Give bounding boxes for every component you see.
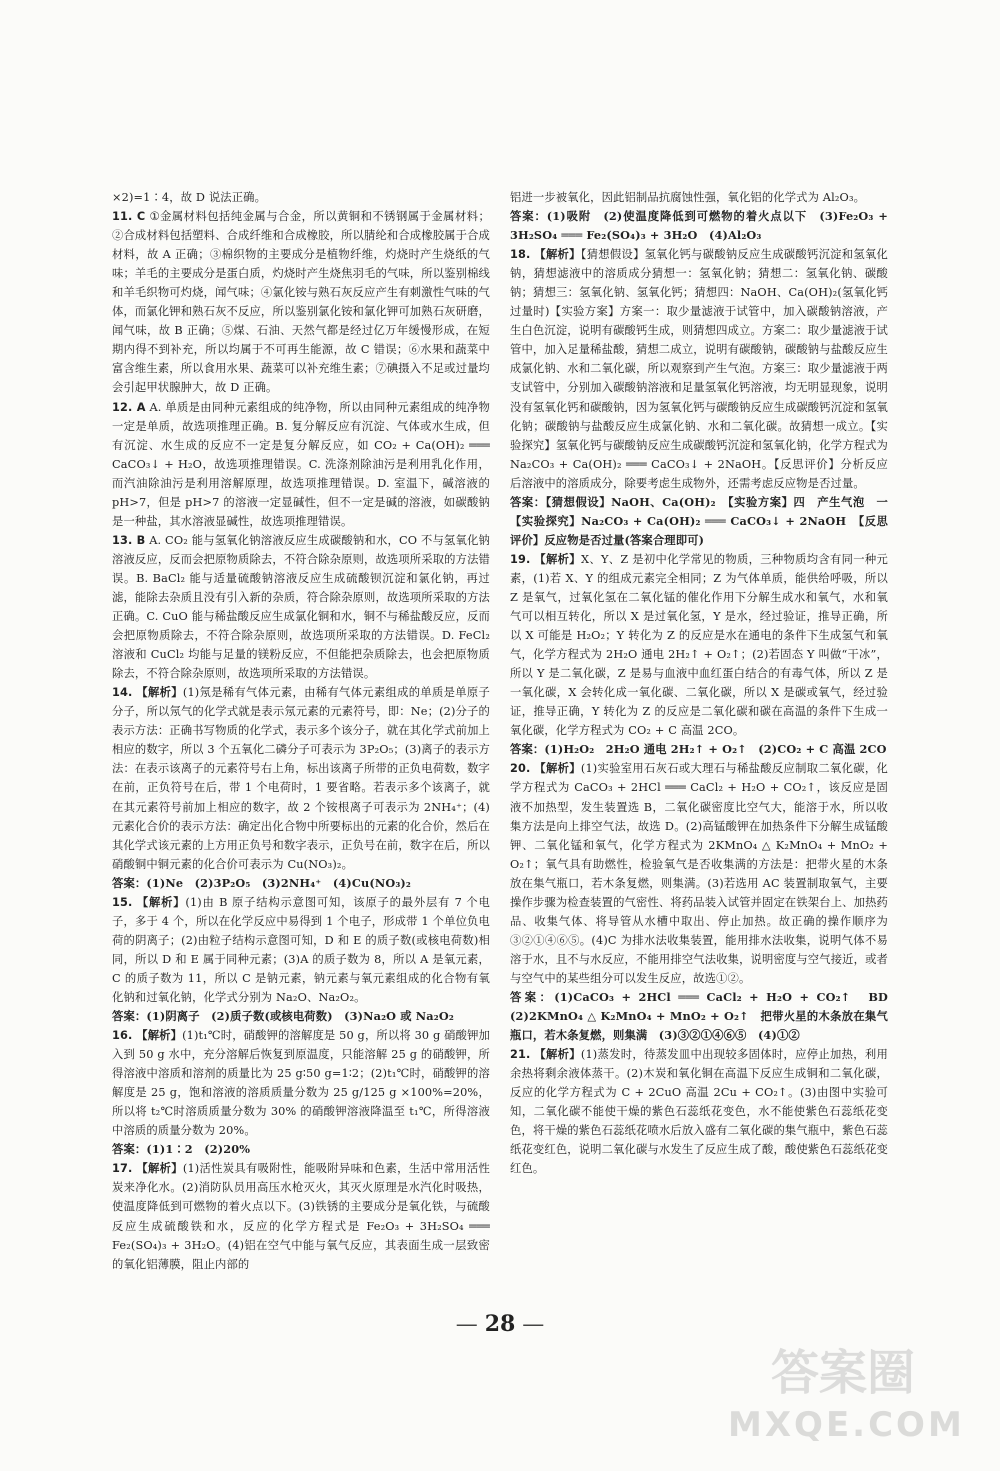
page-number-dash-left: —	[455, 1312, 485, 1337]
left-column	[112, 188, 490, 1274]
watermark-url: MXQE.COM	[728, 1405, 965, 1445]
explanation-text: ×2)=1∶4，故 D 说法正确。	[112, 191, 267, 204]
question-number: 19.	[510, 552, 531, 566]
watermark-title: 答案圈	[770, 1345, 915, 1401]
analysis-tag: 【解析】	[534, 1047, 581, 1062]
analysis-tag: 【解析】	[534, 551, 581, 566]
analysis-tag: 【解析】	[136, 685, 183, 700]
question-item	[112, 683, 490, 873]
explanation-text: (1)实验室用石灰石或大理石与稀盐酸反应制取二氧化碳，化学方程式为 CaCO₃ + 2HCl ═══ CaCl₂ + H₂O + CO₂↑，该反应是固液不加热型，发生装置选 B，二氧化碳密度比空气大，能溶于水，所以收集方法是向上排空气法，故选 D。(2)高锰酸钾在加热条件下分解生成锰酸钾、二氧化锰和氧气，化学方程式为 2KMnO₄ △ K₂MnO₄ + MnO₂ + O₂↑；氧气具有助燃性，检验氧气是否收集满的方法是：把带火星的木条放在集气瓶口，若木条复燃，则集满。(3)若选用 AC 装置制取氧气，主要操作步骤为检查装置的气密性、将药品装入试管并固定在铁架台上、加热药品、收集气体、将导管从水槽中取出、停止加热。故正确的操作顺序为③②①④⑥⑤。(4)C 为排水法收集装置，能用排水法收集，说明气体不易溶于水，且不与水反应，不能用排空气法收集，说明密度与空气接近，或者与空气中的某些组分可以发生反应，故选①②。	[510, 762, 888, 985]
analysis-tag: 【解析】	[136, 1028, 183, 1043]
answer-line	[510, 493, 900, 550]
question-number: 11. C	[112, 210, 146, 224]
page-number-dash-right: —	[515, 1312, 545, 1337]
answer-text: 答案：(1)CaCO₃ + 2HCl ═══ CaCl₂ + H₂O + CO₂↑ BD (2)2KMnO₄ △ K₂MnO₄ + MnO₂ + O₂↑ 把带火星的木条放在集气瓶口，若木条复燃，则集满 (3)③②①④⑥⑤ (4)①②	[510, 989, 900, 1043]
answer-line	[510, 207, 888, 245]
analysis-tag: 【解析】	[136, 1161, 183, 1176]
answer-line	[112, 1007, 490, 1026]
question-number: 15.	[112, 895, 133, 909]
answer-text: 答案：(1)吸附 (2)使温度降低到可燃物的着火点以下 (3)Fe₂O₃ + 3H₂SO₄ ═══ Fe₂(SO₄)₃ + 3H₂O (4)Al₂O₃	[510, 209, 888, 243]
question-number: 13. B	[112, 533, 146, 547]
analysis-tag: 【解析】	[136, 894, 186, 909]
explanation-text: (1)活性炭具有吸附性，能吸附异味和色素，生活中常用活性炭来净化水。(2)消防队员用高压水枪灭火，其灭火原理是水汽化时吸热，使温度降低到可燃物的着火点以下。(3)铁锈的主要成分是氧化铁，与硫酸反应生成硫酸铁和水，反应的化学方程式是 Fe₂O₃ + 3H₂SO₄ ═══ Fe₂(SO₄)₃ + 3H₂O。(4)铝在空气中能与氧气反应，其表面生成一层致密的氧化铝薄膜，阻止内部的	[112, 1162, 490, 1271]
explanation-text: (1)氖是稀有气体元素，由稀有气体元素组成的单质是单原子分子，所以氖气的化学式就是表示氖元素的元素符号，即：Ne；(2)分子的表示方法：正确书写物质的化学式，表示多个该分子，就在其化学式前加上相应的数字，所以 3 个五氧化二磷分子可表示为 3P₂O₅；(3)离子的表示方法：在表示该离子的元素符号右上角，标出该离子所带的正负电荷数，数字在前，正负符号在后，带 1 个电荷时，1 要省略。若表示多个该离子，就在其元素符号前加上相应的数字，故 2 个铵根离子可表示为 2NH₄⁺；(4)元素化合价的表示方法：确定出化合物中所要标出的元素的化合价，然后在其化学式该元素的上方用正负号和数字表示，正负号在前，数字在后，所以硝酸铜中铜元素的化合价可表示为 Cu(NO₃)₂。	[112, 686, 490, 871]
question-item	[112, 207, 490, 397]
question-item	[112, 893, 490, 1007]
explanation-text: X、Y、Z 是初中化学常见的物质，三种物质均含有同一种元素，(1)若 X、Y 的组成元素完全相同；Z 为气体单质，能供给呼吸，所以 Z 是氧气，过氧化氢在二氧化锰的催化作用下分解生成水和氧气，水和氧气可以相互转化，所以 X 是过氧化氢，Y 是水，经过验证，推导正确，所以 X 可能是 H₂O₂；Y 转化为 Z 的反应是水在通电的条件下生成氢气和氧气，化学方程式为 2H₂O 通电 2H₂↑ + O₂↑；(2)若固态 Y 叫做“干冰”，所以 Y 是二氧化碳，Z 是易与血液中血红蛋白结合的有毒气体，所以 Z 是一氧化碳，X 会转化成一氧化碳、二氧化碳，所以 X 是碳或氧气，经过验证，推导正确，Y 转化为 Z 的反应是二氧化碳和碳在高温的条件下生成一氧化碳，化学方程式为 CO₂ + C 高温 2CO。	[510, 552, 888, 738]
watermark-logo	[728, 1334, 965, 1449]
question-item	[510, 759, 888, 988]
explanation-text: A. 单质是由同种元素组成的纯净物，所以由同种元素组成的纯净物一定是单质，故选项推理正确。B. 复分解反应有沉淀、气体或水生成，但有沉淀、水生成的反应不一定是复分解反应，如 CO₂ + Ca(OH)₂ ═══ CaCO₃↓ + H₂O，故选项推理错误。C. 洗涤剂除油污是利用乳化作用，而汽油除油污是利用溶解原理，故选项推理错误。D. 室温下，碱溶液的 pH>7，但是 pH>7 的溶液一定显碱性，但不一定是碱的溶液，如碳酸钠是一种盐，其水溶液显碱性，故选项推理错误。	[112, 400, 490, 528]
answer-text: 答案：(1)阴离子 (2)质子数(或核电荷数) (3)Na₂O 或 Na₂O₂	[112, 1009, 454, 1024]
answer-line	[112, 874, 490, 893]
analysis-tag: 【解析】	[534, 761, 581, 776]
right-column	[510, 188, 900, 1178]
explanation-text: 【猜想假设】氢氧化钙与碳酸钠反应生成碳酸钙沉淀和氢氧化钠，猜想滤液中的溶质成分猜想一：氢氧化钠；猜想二：氢氧化钠、碳酸钠；猜想三：氢氧化钠、氢氧化钙；猜想四：NaOH、Ca(OH)₂(氢氧化钙过量时)【实验方案】方案一：取少量滤液于试管中，加入碳酸钠溶液，产生白色沉淀，说明有碳酸钙生成，则猜想四成立。方案二：取少量滤液于试管中，加入足量稀盐酸，猜想二成立，说明有碳酸钠，碳酸钠与盐酸反应生成氯化钠、水和二氧化碳，所以观察到产生气泡。方案三：取少量滤液于两支试管中，分别加入碳酸钠溶液和足量氢氧化钙溶液，均无明显现象，说明没有氢氧化钙和碳酸钠，因为氢氧化钙与碳酸钠反应生成碳酸钙沉淀和氢氧化钠；碳酸钠与盐酸反应生成氯化钠、水和二氧化碳。故猜想一成立。【实验探究】氢氧化钙与碳酸钠反应生成碳酸钙沉淀和氢氧化钠，化学方程式为 Na₂CO₃ + Ca(OH)₂ ═══ CaCO₃↓ + 2NaOH。【反思评价】分析反应后溶液中的溶质成分，除要考虑生成物外，还需考虑反应物是否过量。	[510, 248, 888, 490]
answer-text: 答案：(1)Ne (2)3P₂O₅ (3)2NH₄⁺ (4)Cu(NO₃)₂	[112, 875, 412, 890]
explanation-text: (1)蒸发时，待蒸发皿中出现较多固体时，应停止加热，利用余热将剩余液体蒸干。(2)木炭和氧化铜在高温下反应生成铜和二氧化碳，反应的化学方程式为 C + 2CuO 高温 2Cu + CO₂↑。(3)由图中实验可知，二氧化碳不能使干燥的紫色石蕊纸花变色，水不能使紫色石蕊纸花变色，将干燥的紫色石蕊纸花喷水后放入盛有二氧化碳的集气瓶中，紫色石蕊纸花变红色，说明二氧化碳与水发生了反应生成了酸，酸使紫色石蕊纸花变红色。	[510, 1048, 888, 1176]
page-number-value: 28	[484, 1311, 516, 1337]
question-item	[112, 1159, 490, 1273]
question-number: 14.	[112, 686, 133, 700]
question-item	[510, 245, 888, 493]
question-item	[112, 1026, 490, 1140]
answer-line	[510, 740, 888, 759]
continuation-text	[510, 188, 888, 207]
question-number: 16.	[112, 1029, 133, 1043]
question-item	[112, 398, 490, 531]
explanation-text: A. CO₂ 能与氢氧化钠溶液反应生成碳酸钠和水，CO 不与氢氧化钠溶液反应，反而会把原物质除去，不符合除杂原则，故选项所采取的方法错误。B. BaCl₂ 能与适量硫酸钠溶液反应生成硫酸钡沉淀和氯化钠，再过滤，能除去杂质且没有引入新的杂质，符合除杂原则，故选项所采取的方法正确。C. CuO 能与稀盐酸反应生成氯化铜和水，铜不与稀盐酸反应，反而会把原物质除去，不符合除杂原则，故选项所采取的方法错误。D. FeCl₂ 溶液和 CuCl₂ 均能与足量的镁粉反应，不但能把杂质除去，也会把原物质除去，不符合除杂原则，故选项所采取的方法错误。	[112, 533, 490, 681]
analysis-tag: 【解析】	[534, 247, 581, 262]
answer-line	[112, 1140, 490, 1159]
question-number: 12. A	[112, 400, 146, 414]
continuation-text	[112, 188, 490, 207]
question-number: 18.	[510, 248, 531, 262]
question-number: 20.	[510, 762, 531, 776]
question-item	[510, 1045, 888, 1178]
answer-text: 答案：【猜想假设】NaOH、Ca(OH)₂ 【实验方案】四 产生气泡 一 【实验探究】Na₂CO₃ + Ca(OH)₂ ═══ CaCO₃↓ + 2NaOH 【反思评价】反应物是否过量(答案合理即可)	[510, 494, 900, 547]
answer-text: 答案：(1)H₂O₂ 2H₂O 通电 2H₂↑ + O₂↑ (2)CO₂ + C 高温 2CO	[510, 742, 887, 757]
explanation-text: (1)t₁℃时，硝酸钾的溶解度是 50 g，所以将 30 g 硝酸钾加入到 50 g 水中，充分溶解后恢复到原温度，只能溶解 25 g 的硝酸钾，所得溶液中溶质和溶剂的质量比为 25 g∶50 g=1∶2；(2)t₁℃时，硝酸钾的溶解度是 25 g，饱和溶液的溶质质量分数为 25 g/125 g ×100%=20%，所以将 t₂℃时溶质质量分数为 30% 的硝酸钾溶液降温至 t₁℃，所得溶液中溶质的质量分数为 20%。	[112, 1029, 490, 1138]
question-item	[112, 531, 490, 683]
question-number: 17.	[112, 1162, 133, 1176]
explanation-text: ①金属材料包括纯金属与合金，所以黄铜和不锈钢属于金属材料；②合成材料包括塑料、合成纤维和合成橡胶，所以腈纶和合成橡胶属于合成材料，故 A 正确；③棉织物的主要成分是植物纤维，灼烧时产生烧纸的气味；羊毛的主要成分是蛋白质，灼烧时产生烧焦羽毛的气味，所以鉴别棉线和羊毛织物可灼烧，闻气味；④氯化铵与熟石灰反应产生有刺激性气味的气体，而氯化钾和熟石灰不反应，所以鉴别氯化铵和氯化钾可加熟石灰研磨，闻气味，故 B 正确；⑤煤、石油、天然气都是经过亿万年缓慢形成，在短期内得不到补充，所以均属于不可再生能源，故 C 错误；⑥水果和蔬菜中富含维生素，所以食用水果、蔬菜可以补充维生素；⑦碘摄入不足或过量均会引起甲状腺肿大，故 D 正确。	[112, 210, 490, 395]
question-number: 21.	[510, 1048, 531, 1062]
answer-line	[510, 988, 900, 1045]
question-item	[510, 550, 888, 740]
explanation-text: (1)由 B 原子结构示意图可知，该原子的最外层有 7 个电子，多于 4 个，所以在化学反应中易得到 1 个电子，形成带 1 个单位负电荷的阴离子；(2)由粒子结构示意图可知，D 和 E 的质子数(或核电荷数)相同，所以 D 和 E 属于同种元素；(3)A 的质子数为 8，所以 A 是氧元素，C 的质子数为 11，所以 C 是钠元素，钠元素与氧元素组成的化合物有氧化钠和过氧化钠，化学式分别为 Na₂O、Na₂O₂。	[112, 895, 490, 1004]
answer-text: 答案：(1)1∶2 (2)20%	[112, 1142, 251, 1157]
explanation-text: 铝进一步被氧化，因此铝制品抗腐蚀性强，氧化铝的化学式为 Al₂O₃。	[510, 191, 866, 204]
